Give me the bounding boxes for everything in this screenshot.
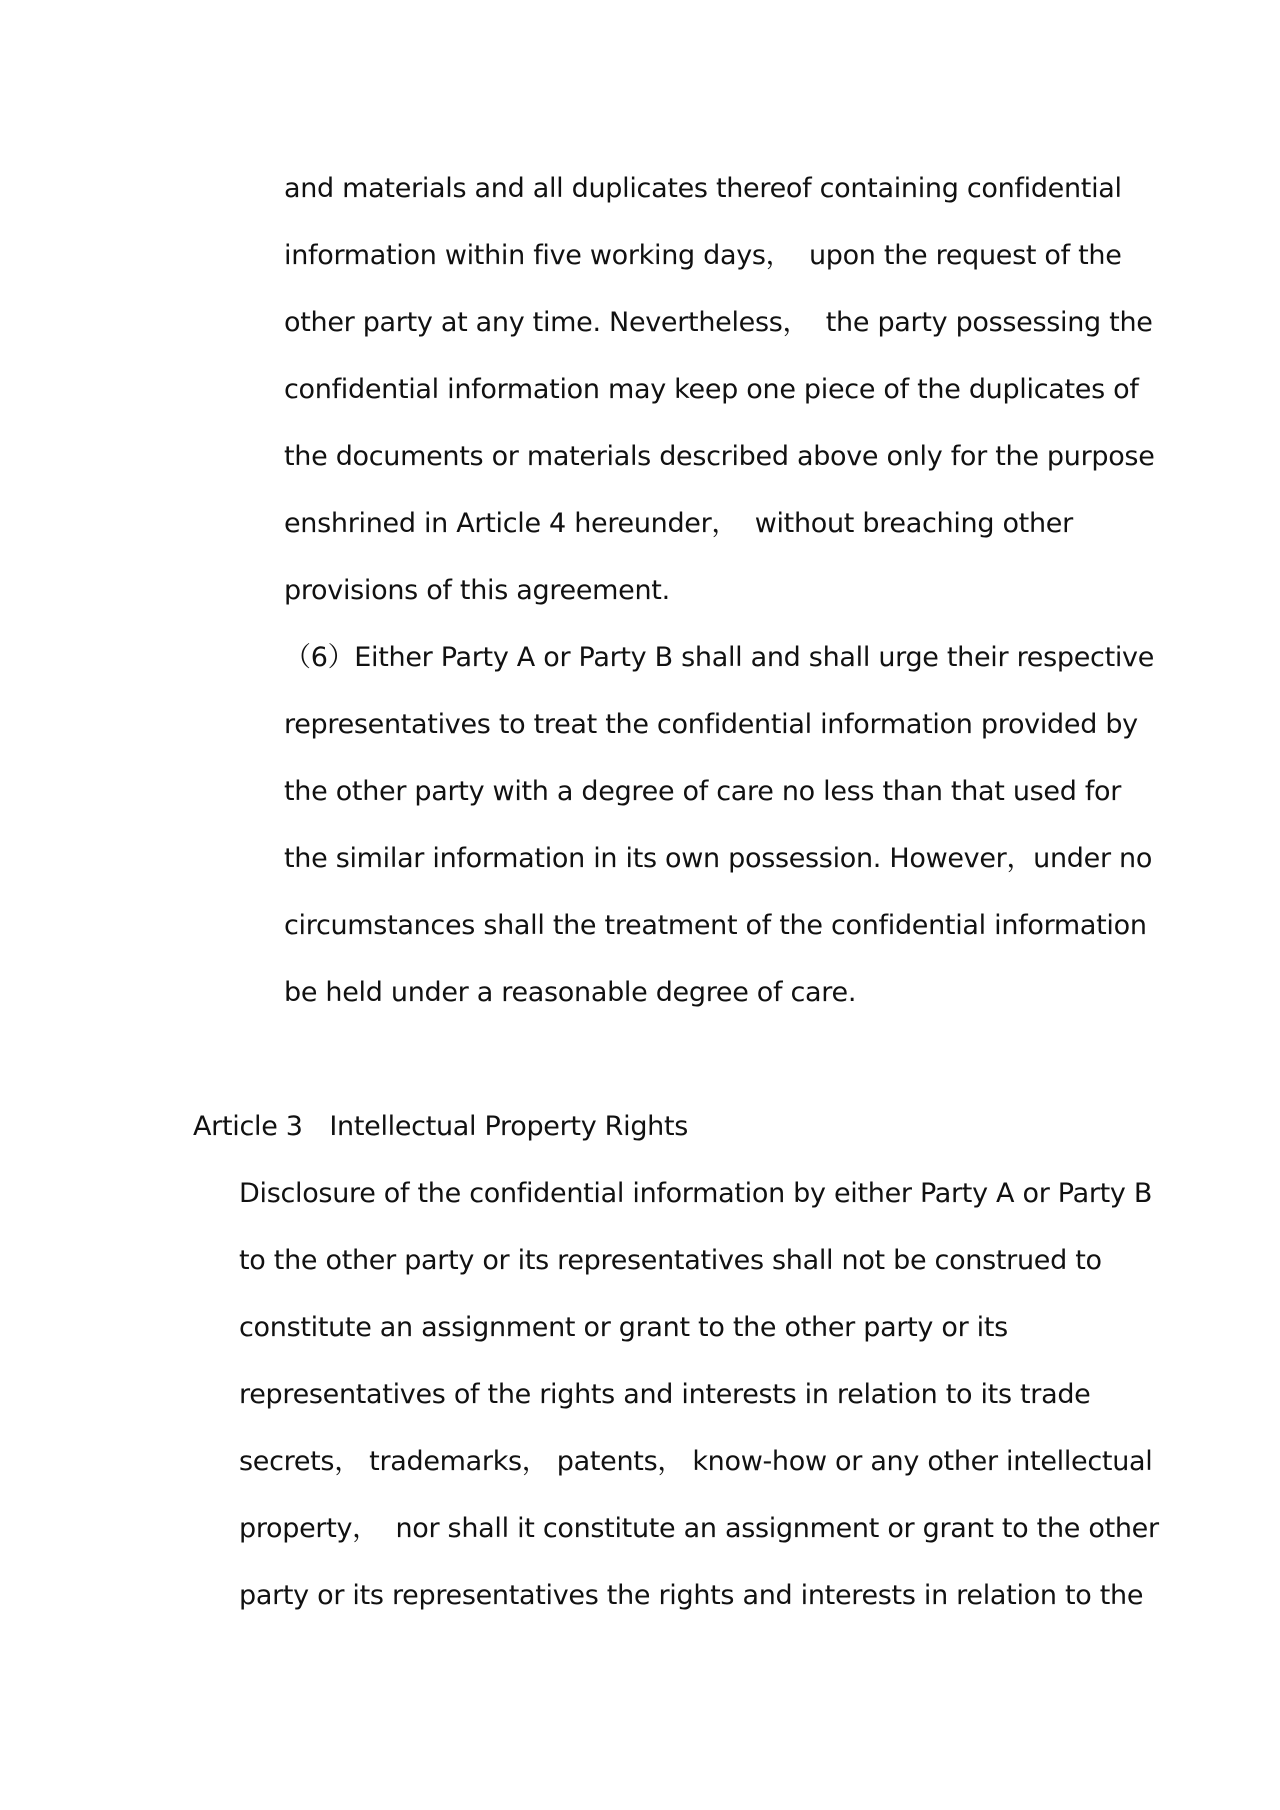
paragraph-line: be held under a reasonable degree of care.	[284, 977, 857, 1008]
paragraph-line: circumstances shall the treatment of the confidential information	[284, 910, 1147, 941]
article-3-heading: Article 3 Intellectual Property Rights	[193, 1111, 689, 1142]
paragraph-line: provisions of this agreement.	[284, 575, 670, 606]
paragraph-line: confidential information may keep one piece of the duplicates of	[284, 374, 1139, 405]
paragraph-line: party or its representatives the rights and interests in relation to the	[239, 1580, 1144, 1611]
paragraph-line: Disclosure of the confidential information by either Party A or Party B	[239, 1178, 1153, 1209]
paragraph-line: other party at any time. Nevertheless， the party possessing the	[284, 307, 1153, 338]
paragraph-line: property， nor shall it constitute an assignment or grant to the other	[239, 1513, 1159, 1544]
paragraph-line: constitute an assignment or grant to the other party or its	[239, 1312, 1008, 1343]
paragraph-line: to the other party or its representatives shall not be construed to	[239, 1245, 1102, 1276]
paragraph-line: and materials and all duplicates thereof containing confidential	[284, 173, 1122, 204]
clause-6-first-line: （6）Either Party A or Party B shall and shall urge their respective	[284, 642, 1155, 673]
paragraph-line: the documents or materials described above only for the purpose	[284, 441, 1155, 472]
paragraph-line: representatives to treat the confidential information provided by	[284, 709, 1138, 740]
paragraph-line: the other party with a degree of care no less than that used for	[284, 776, 1122, 807]
paragraph-line: secrets， trademarks， patents， know-how or any other intellectual	[239, 1446, 1153, 1477]
paragraph-line: enshrined in Article 4 hereunder， without breaching other	[284, 508, 1073, 539]
paragraph-line: representatives of the rights and interests in relation to its trade	[239, 1379, 1091, 1410]
paragraph-line: the similar information in its own possession. However，under no	[284, 843, 1153, 874]
paragraph-line: information within five working days， upon the request of the	[284, 240, 1122, 271]
